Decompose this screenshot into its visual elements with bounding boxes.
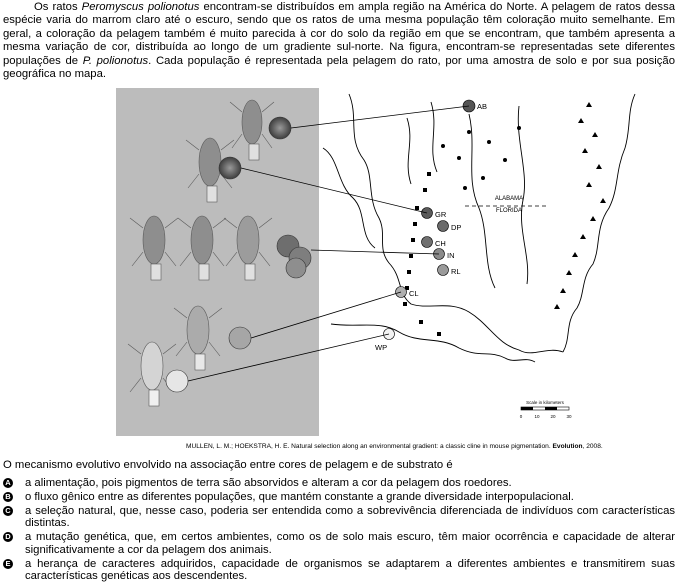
- credit-authors: MULLEN, L. M.; HOEKSTRA, H. E. Natural selection along an environmental gradient: a classic cline in mouse pigmentation.: [186, 443, 553, 450]
- question-stem: O mecanismo evolutivo envolvido na associação entre cores de pelagem e de substrato é: [3, 459, 453, 471]
- option-text: a seleção natural, que, nesse caso, poderia ser entendida como a sobrevivência diferenciada de indivíduos com características distintas.: [25, 505, 675, 530]
- figure: [116, 88, 664, 438]
- option-letter: A: [3, 478, 13, 488]
- intro-paragraph: [3, 1, 675, 81]
- option-text: a herança de caracteres adquiridos, capacidade de organismos se adaptarem a diferentes ambientes e transmitirem suas características genéticas aos descendentes.: [25, 557, 675, 583]
- scale-tick: 10: [534, 414, 540, 419]
- answer-options: [3, 477, 675, 584]
- species-short-name: P. polionotus: [82, 54, 149, 67]
- connector-lines: [116, 88, 664, 438]
- intro-text-1: encontram-se distribuídos em ampla região na América do Norte. A pelagem de ratos dessa espécie varia do marrom claro até o escuro, sendo que os ratos de uma mesma população têm coloração muito semelhante. Em geral, a coloração da pelagem também é muito parecida à cor do solo da região em que se encontram, que também apresenta a mesma variação de cor, distribuída ao longo de um gradiente sul-norte. Na figura, encontram-se representadas sete diferentes populações de: [3, 1, 676, 67]
- option-a[interactable]: [3, 477, 675, 489]
- option-letter: C: [3, 506, 13, 516]
- scale-label: Scale in kilometers: [526, 400, 564, 405]
- population-label-gr: GR: [435, 210, 447, 219]
- scale-tick: 30: [566, 414, 572, 419]
- population-label-ch: CH: [435, 239, 446, 248]
- option-letter: D: [3, 532, 13, 542]
- population-label-cl: CL: [409, 289, 419, 298]
- credit-journal: Evolution: [552, 443, 583, 450]
- intro-text-2: . Cada população é representada pela pelagem do rato, por uma amostra de solo e por sua posição geográfica no mapa.: [3, 54, 676, 81]
- population-label-in: IN: [447, 251, 455, 260]
- option-d[interactable]: [3, 531, 675, 556]
- scale-tick: 0: [519, 414, 523, 419]
- intro-lead: Os ratos: [34, 1, 82, 13]
- population-label-ab: AB: [477, 102, 488, 111]
- population-label-wp: WP: [375, 343, 388, 352]
- population-label-dp: DP: [451, 223, 462, 232]
- option-letter: E: [3, 559, 13, 569]
- figure-credit: [186, 443, 603, 450]
- species-name: Peromyscus polionotus: [81, 1, 200, 13]
- state-label-alabama: ALABAMA: [494, 196, 524, 202]
- option-text: a alimentação, pois pigmentos de terra são absorvidos e alteram a cor da pelagem dos roedores.: [25, 477, 512, 489]
- option-text: a mutação genética, que, em certos ambientes, como os de solo mais escuro, têm maior ocorrência e capacidade de alterar significativamente a cor da pelagem dos animais.: [25, 531, 675, 556]
- state-label-florida: FLORIDA: [495, 208, 523, 214]
- option-text: o fluxo gênico entre as diferentes populações, que mantém constante a grande diversidade interpopulacional.: [25, 491, 574, 503]
- scale-tick: 20: [550, 414, 556, 419]
- option-e[interactable]: [3, 558, 675, 583]
- population-label-rl: RL: [451, 267, 461, 276]
- credit-year: , 2008.: [582, 443, 603, 450]
- option-c[interactable]: [3, 505, 675, 530]
- option-letter: B: [3, 492, 13, 502]
- option-b[interactable]: [3, 491, 675, 503]
